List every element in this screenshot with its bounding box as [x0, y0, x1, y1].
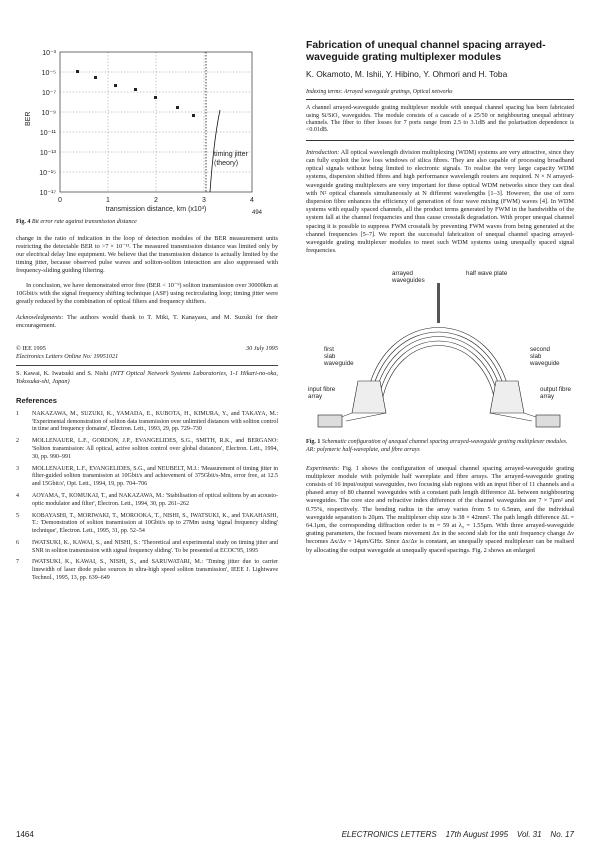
y-tick: 10⁻¹⁷ [39, 190, 56, 197]
journal-ref: Electronics Letters Online No: 19951021 [16, 352, 119, 360]
page-footer [16, 830, 574, 839]
journal-name: ELECTRONICS LETTERS [341, 830, 437, 839]
x-tick: 1 [106, 197, 110, 204]
figure-4-caption [16, 219, 278, 227]
data-point [76, 70, 79, 73]
io-waveguides [336, 413, 542, 421]
x-tick: 2 [154, 197, 158, 204]
abstract: A channel arrayed-waveguide grating multiplexer module with unequal channel spacing has been fabricated using Si/SiO₂ waveguides. The module consists of a cascade of a 25/50 or neighbouring unequal arbitrary channels. The fiber to fiber losses for 7 ports range from 2.5 to 3.1dB and the polarisation dependence is <0.01dB. [306, 99, 574, 141]
intro-label: Introduction: [306, 148, 340, 156]
x-tick: 4 [250, 197, 254, 204]
y-tick: 10⁻⁵ [41, 70, 56, 77]
x-tick: 0 [58, 197, 62, 204]
first-slab [352, 381, 386, 413]
publication-info [16, 345, 278, 386]
caption-label: Fig. 4 [16, 219, 31, 225]
y-tick-labels [39, 50, 56, 197]
copyright: © IEE 1995 [16, 344, 46, 352]
article-title: Fabrication of unequal channel spacing arrayed-waveguide grating multiplexer modules [306, 40, 546, 63]
references-heading: References [16, 396, 57, 406]
left-column [16, 14, 278, 587]
x-tick-labels [58, 197, 254, 204]
arrayed-waveguides [366, 328, 511, 402]
gridlines [60, 52, 252, 192]
label-output-1: output fibre [540, 386, 571, 394]
right-column [306, 40, 574, 555]
label-arrayed-2: waveguides [392, 277, 425, 285]
reference-text: MOLLENAUER, L.F., GORDON, J.P., EVANGELIDES, S.G., SMITH, R.K., and BERGANO: 'Soliton transmission: All optical, active soliton control over global distances', Electron. Lett., 1994, 30, pp. 990–991 [32, 438, 278, 460]
annotation-line-1: timing jitter [214, 151, 248, 158]
data-markers [76, 70, 195, 117]
reference-item [16, 411, 278, 434]
page-number: 1464 [16, 830, 34, 839]
label-input-1: input fibre [308, 386, 336, 394]
label-slab2-2: slab [530, 353, 542, 361]
indexing-terms: Indexing terms: Arrayed waveguide gratings, Optical networks [306, 89, 453, 96]
annotation-line-2: (theory) [214, 160, 239, 167]
second-slab [490, 381, 524, 413]
reference-number: 6 [16, 539, 19, 546]
affiliation-names: S. Kawai, K. Iwatsuki and S. Nishi [16, 369, 109, 377]
reference-text: KOBAYASHI, T., MORIWAKI, T., MOROOKA, T., NISHI, S., IWATSUKI, K., and TAKAHASHI, T.: 'Demonstration of soliton transmission at 10Gbit/s up to 27Mm using 'signal frequency sliding' technique', Electron. Lett., 1995, 31, pp. 52–54 [32, 512, 278, 534]
label-arrayed-1: arrayed [392, 270, 413, 278]
ack-text: The authors would thank to T. Miki, T. Kanayasu, and M. Suzuki for their encouragement. [16, 314, 278, 330]
x-axis-label: transmission distance, km (x10³) [105, 206, 207, 213]
label-slab-3: waveguide [324, 360, 354, 368]
caption-text: Bit error rate against transmission distance [31, 219, 137, 225]
y-tick: 10⁻⁷ [41, 90, 56, 97]
x-tick: 3 [202, 197, 206, 204]
issue-date: 17th August 1995 [445, 830, 509, 839]
y-tick: 10⁻¹⁵ [39, 170, 56, 177]
figure-id: 494 [251, 210, 262, 216]
reference-text: MOLLENAUER, L.F., EVANGELIDES, S.G., and NEUBELT, M.J.: 'Measurement of timing jitter in filter-guided soliton transmission at 10Gbit/s and achievement of 375Gbit/s-Mm, error free, at 12.5 and 15Gbit/s', Opt. Lett., 1994, 19, pp. 704–706 [32, 465, 278, 488]
fig1-caption-text: Schematic configuration of unequal channel spacing arrayed-waveguide grating multiplexer modules. AR: polymeric half-waveplate, and fibre arrays [306, 439, 568, 454]
reference-text: IWATSUKI, K., KAWAI, S., NISHI, S., and SARUWATARI, M.: 'Timing jitter due to carrier linewidth of laser diode pulse sources in ultra-high speed soliton transmission', IEEE J. Lightwave Technol., 1995, 13, pp. 639–649 [32, 559, 278, 581]
y-tick: 10⁻¹³ [39, 150, 56, 157]
label-input-2: array [308, 393, 323, 401]
reference-item [16, 438, 278, 461]
label-slab-2: slab [324, 353, 336, 361]
y-tick: 10⁻¹¹ [39, 130, 56, 137]
reference-number: 4 [16, 492, 19, 499]
reference-number: 5 [16, 512, 19, 519]
paragraph-conclusion: In conclusion, we have demonstrated error free (BER < 10⁻⁹) soliton transmission over 30000km at 10Gbit/s with the signal frequency shifting technique (ASF) using recirculating loop; timing jitter were greatly reduced by the combination of optical filters and frequency shifters. [16, 281, 278, 306]
received-date: 30 July 1995 [246, 344, 278, 352]
data-point [114, 84, 117, 87]
reference-number: 7 [16, 559, 19, 566]
data-point [134, 88, 137, 91]
experiments-label: Experiments: [306, 464, 340, 472]
reference-number: 3 [16, 465, 19, 472]
half-wave-plate [437, 283, 440, 323]
reference-text: IWATSUKI, K., KAWAI, S., and NISHI, S.: 'Theoretical and experimental study on timing jitter and SNR in soliton transmission with signal frequency sliding'. To be presented at ECOC'95, 1995 [32, 539, 278, 554]
reference-list [16, 411, 278, 582]
reference-number: 2 [16, 438, 19, 445]
issue: No. 17 [550, 830, 574, 839]
data-point [192, 114, 195, 117]
data-point [176, 106, 179, 109]
affiliation [16, 370, 278, 386]
input-fibre-array [318, 415, 342, 427]
reference-item [16, 493, 278, 508]
affiliation-org: (NTT Optical Network Systems Laboratories, 1-1 Hikari-no-oka, Yokosuka-shi, Japan) [16, 369, 279, 385]
introduction [306, 149, 574, 256]
reference-item [16, 466, 278, 489]
label-halfwave: half wave plate [466, 270, 508, 278]
ack-label: Acknowledgments: [16, 314, 64, 322]
data-point [154, 96, 157, 99]
y-axis-label: BER [25, 111, 32, 126]
figure-4-ber-plot [16, 14, 278, 219]
intro-text: All optical wavelength division multiplexing (WDM) systems are very attractive, since they can fully exploit the low loss windows of silica fibres. They are also capable of processing broadband optical signals without being limited to electronic signals. To realise the very large capacity WDM systems, dispersion shifted fibres and high performance wavelength routers are required. N × N arrayed-waveguide grating multiplexers are very important for these optical WDM networks since they can deal with N² optical channels simultaneously at N different wavelengths [1–3]. However, the use of zero dispersion fibre enhances the efficiency of generation of four wave mixing (FWM) waves [4]. In WDM systems with equally spaced channels, all the product terms generated by FWM in the bandwidths of the system fall at the channel frequencies and thus cause crosstalk degradation. With proper unequal channel spacing it is possible to suppress FWM crosstalk by preventing FWM waves from being generated at the channel frequencies [5–7]. We report the successful fabrication of unequal channel spacing arrayed-waveguide grating multiplexer modules to meet such WDM systems using unequally spaced signal frequencies. [306, 148, 574, 255]
data-point [94, 76, 97, 79]
label-slab2-3: waveguide [530, 360, 560, 368]
figure-1-schematic [306, 263, 574, 433]
reference-item [16, 540, 278, 555]
volume: Vol. 31 [516, 830, 542, 839]
reference-item [16, 513, 278, 536]
output-fibre-array [536, 415, 560, 427]
reference-text: NAKAZAWA, M., SUZUKI, K., YAMADA, E., KUBOTA, H., KIMURA, Y., and TAKAYA, M.: 'Experimental demonstration of soliton data transmission over unlimited distances with soliton control in time and frequency domains', Electron. Lett., 1993, 29, pp. 729–730 [32, 411, 278, 433]
figure-1-caption [306, 439, 574, 454]
authors: K. Okamoto, M. Ishii, Y. Hibino, Y. Ohmori and H. Toba [306, 69, 508, 80]
label-output-2: array [540, 393, 555, 401]
acknowledgments [16, 314, 278, 330]
y-tick: 10⁻⁹ [41, 110, 56, 117]
paragraph-results: change in the ratio of indication in the loop of detection modules of the BER measurement units restricting the detectable BER to >7 × 10⁻¹³. The measured transmission distance was limited only by our electrical delay line equipment. We believe that the transmission distance is actually limited by the timing jitter, because observed pulse waves and soliton-soliton interaction are also suppressed with frequency-sliding guiding filtering. [16, 234, 278, 275]
experiments [306, 465, 574, 555]
y-tick: 10⁻³ [42, 50, 56, 57]
reference-item [16, 559, 278, 582]
label-slab-1: first [324, 346, 334, 354]
timing-jitter-annotation [214, 151, 249, 167]
reference-number: 1 [16, 411, 19, 418]
fig1-caption-label: Fig. 1 [306, 439, 321, 446]
reference-text: AOYAMA, T., KOMUKAI, T., and NAKAZAWA, M.: 'Stabilisation of optical solitons by an acousto-optic modulator and filter', Electron. Lett., 1994, 30, pp. 261–262 [32, 492, 278, 507]
label-slab2-1: second [530, 346, 550, 354]
experiments-text: Fig. 1 shows the configuration of unequal channel spacing arrayed-waveguide grating multiplexer module with polymide half waveplate and fibre arrays. The arrayed-waveguide grating consists of 16 input/output waveguides, two focusing slab regions with an input fiber of 11 channels and a phased array of 80 channel waveguides with a constant path length difference ΔL between neighbouring waveguides. The core size and refractive index difference of the channel waveguides are 7 × 7μm² and 0.75%, respectively. The bending radius in the array varies from 5 to 6.5mm, and the individual waveguide separation is 20μm. The multiplexer chip size is 38 × 42mm². The path length difference ΔL = 64.1μm, the corresponding diffraction order is m = 59 at λ₀ = 1.55μm. With three arrayed-waveguide grating parameters, the focused beam movement Δx in the second slab for the unit frequency change Δν becomes Δx/Δν = 14μm/GHz. Since Δx/Δν is constant, an unequally spaced multiplexer can be realised by allocating the output waveguide at unequally spaced spacings. Fig. 2 shows an enlarged [306, 464, 574, 554]
